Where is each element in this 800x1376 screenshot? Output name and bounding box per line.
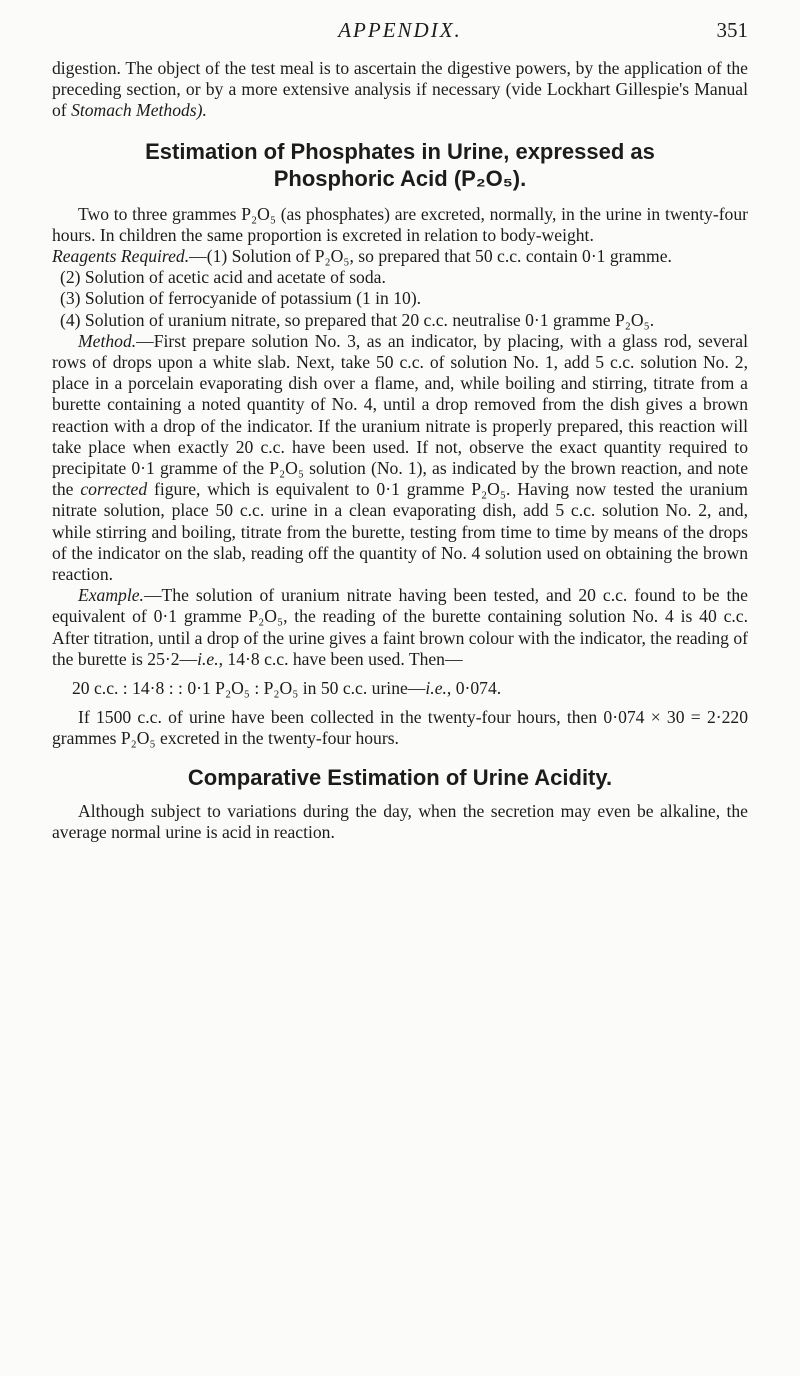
reagent-1	[52, 246, 748, 267]
formula-text-a: 20 c.c. : 14·8 : : 0·1 P₂O₅ : P₂O₅ in 50 c.c. urine—	[72, 678, 426, 699]
method-text-end: figure, which is equivalent to 0·1 gramme P₂O₅. Having now tested the uranium nitrate solution, place 50 c.c. urine in a clean evaporating dish, add 5 c.c. solution No. 2, and, while stirring and boiling, titrate from the burette, testing from time to time by means of the drops of the indicator on the slab, reading off the quantity of No. 4 solution used on obtaining the brown reaction.	[52, 479, 748, 585]
final-paragraph: If 1500 c.c. of urine have been collected in the twenty-four hours, then 0·074 × 30 = 2·220 grammes P₂O₅ excreted in the twenty-four hours.	[52, 707, 748, 749]
formula-line	[52, 678, 748, 699]
example-label: Example.	[78, 585, 144, 606]
method-text: —First prepare solution No. 3, as an indicator, by placing, with a glass rod, several rows of drops upon a white slab. Next, take 50 c.c. of solution No. 1, add 5 c.c. solution No. 2, place in a porcelain evaporating dish over a flame, and, while boiling and stirring, titrate from a burette containing a noted quantity of No. 4, until a drop removed from the dish gives a brown reaction with a drop of the indicator. If the uranium nitrate is properly prepared, this reaction will take place when exactly 20 c.c. have been used. If not, observe the exact quantity required to precipitate 0·1 gramme of the P₂O₅ solution (No. 1), as indicated by the brown reaction, and note the	[52, 330, 748, 500]
formula-text-b: , 0·074.	[446, 678, 502, 699]
intro-book-title: Stomach Methods).	[71, 100, 207, 121]
intro-paragraph	[52, 58, 748, 122]
formula-ie: i.e.	[425, 678, 447, 699]
reagent-3: (3) Solution of ferrocyanide of potassium (1 in 10).	[60, 288, 422, 309]
example-paragraph	[52, 585, 748, 670]
running-title: APPENDIX.	[338, 18, 462, 42]
example-text-a: —The solution of uranium nitrate having been tested, and 20 c.c. found to be the equivalent of 0·1 gramme P₂O₅, the reading of the burette containing solution No. 4 is 40 c.c. After titration, until a drop of the urine gives a faint brown colour with the indicator, the reading of the burette is 25·2—	[52, 585, 749, 669]
reagent-4: (4) Solution of uranium nitrate, so prepared that 20 c.c. neutralise 0·1 gramme P₂O₅.	[60, 309, 655, 330]
acidity-heading: Comparative Estimation of Urine Acidity.	[187, 764, 613, 790]
method-paragraph	[52, 331, 748, 585]
phosphates-heading: Estimation of Phosphates in Urine, expressed as	[145, 138, 655, 164]
reagent-2: (2) Solution of acetic acid and acetate of soda.	[60, 267, 386, 288]
reagent-1-text: —(1) Solution of P₂O₅, so prepared that 50 c.c. contain 0·1 gramme.	[189, 246, 672, 267]
intro-text: digestion. The object of the test meal is to ascertain the digestive powers, by the application of the preceding section, or by a more extensive analysis if necessary (vide Lockhart Gillespie's Manual of	[52, 58, 748, 121]
phosphates-paragraph: Two to three grammes P₂O₅ (as phosphates) are excreted, normally, in the urine in twenty-four hours. In children the same proportion is excreted in relation to body-weight.	[52, 203, 748, 245]
example-ie: i.e.	[197, 648, 219, 669]
corrected-word: corrected	[80, 479, 148, 500]
reagents-label: Reagents Required.	[52, 246, 190, 267]
acidity-paragraph: Although subject to variations during the day, when the secretion may even be alkaline, the average normal urine is acid in reaction.	[52, 800, 748, 842]
running-header	[52, 18, 748, 58]
page-number: 351	[716, 18, 748, 42]
phosphates-subheading: Phosphoric Acid (P₂O₅).	[273, 165, 527, 191]
method-label: Method.	[78, 330, 137, 351]
example-text-b: , 14·8 c.c. have been used. Then—	[218, 648, 463, 669]
